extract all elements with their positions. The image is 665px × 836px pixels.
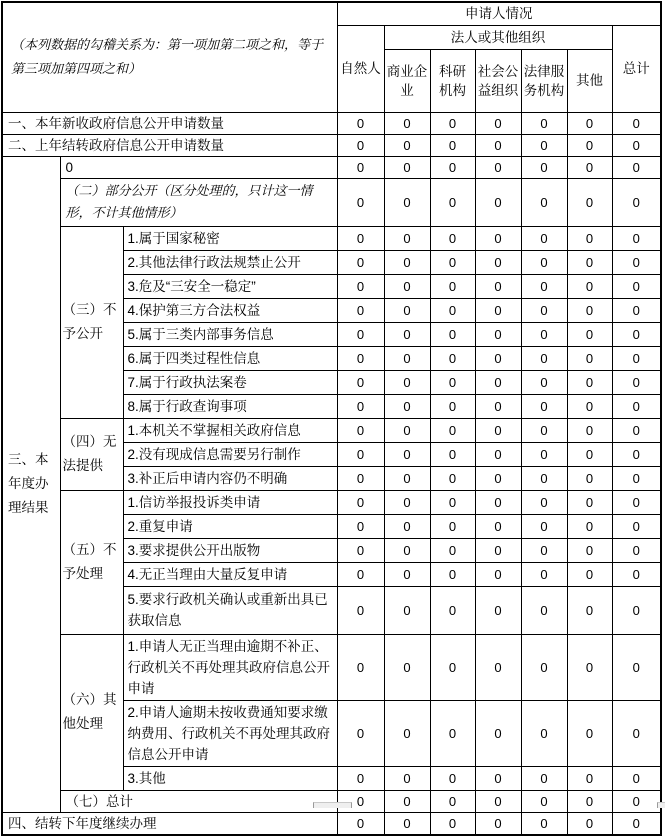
row-label: 5.属于三类内部事务信息 [123, 322, 337, 346]
value-cell: 0 [567, 370, 612, 394]
value-cell: 0 [567, 112, 612, 134]
value-cell: 0 [612, 134, 661, 156]
value-cell: 0 [384, 250, 430, 274]
value-cell: 0 [612, 790, 661, 812]
value-cell: 0 [612, 766, 661, 790]
value-cell: 0 [612, 346, 661, 370]
value-cell: 0 [521, 322, 567, 346]
value-cell: 0 [337, 250, 384, 274]
value-cell: 0 [567, 298, 612, 322]
value-cell: 0 [430, 226, 475, 250]
table-row [2, 134, 661, 156]
value-cell: 0 [567, 322, 612, 346]
value-cell: 0 [430, 442, 475, 466]
value-cell: 0 [384, 766, 430, 790]
value-cell: 0 [430, 766, 475, 790]
value-cell: 0 [475, 250, 521, 274]
value-cell: 0 [430, 134, 475, 156]
value-cell: 0 [337, 134, 384, 156]
value-cell: 0 [612, 156, 661, 178]
value-cell: 0 [337, 634, 384, 700]
value-cell: 0 [612, 394, 661, 418]
value-cell: 0 [475, 442, 521, 466]
value-cell: 0 [521, 250, 567, 274]
row-label: 3.其他 [123, 766, 337, 790]
row-label: 1.申请人无正当理由逾期不补正、行政机关不再处理其政府信息公开申请 [123, 634, 337, 700]
value-cell: 0 [384, 322, 430, 346]
value-cell: 0 [567, 250, 612, 274]
row-label: 4.保护第三方合法权益 [123, 298, 337, 322]
row-label: 2.其他法律行政法规禁止公开 [123, 250, 337, 274]
group-label-unable-provide: （四）无法提供 [60, 418, 123, 490]
value-cell: 0 [384, 274, 430, 298]
value-cell: 0 [567, 442, 612, 466]
value-cell: 0 [521, 346, 567, 370]
value-cell: 0 [475, 466, 521, 490]
value-cell: 0 [521, 586, 567, 634]
value-cell: 0 [337, 586, 384, 634]
row-label: 2.重复申请 [123, 514, 337, 538]
value-cell: 0 [430, 586, 475, 634]
value-cell: 0 [430, 562, 475, 586]
value-cell: 0 [612, 490, 661, 514]
value-cell: 0 [337, 766, 384, 790]
value-cell: 0 [475, 298, 521, 322]
value-cell: 0 [521, 134, 567, 156]
value-cell: 0 [430, 700, 475, 766]
header-legal-org: 法人或其他组织 [384, 25, 612, 49]
value-cell: 0 [384, 586, 430, 634]
value-cell: 0 [475, 178, 521, 226]
value-cell: 0 [384, 812, 430, 835]
value-cell: 0 [475, 812, 521, 835]
value-cell: 0 [384, 298, 430, 322]
value-cell: 0 [384, 346, 430, 370]
value-cell: 0 [521, 274, 567, 298]
table-row [2, 226, 661, 250]
row-label: 5.要求行政机关确认或重新出具已获取信息 [123, 586, 337, 634]
value-cell: 0 [430, 322, 475, 346]
row-label: 1.属于国家秘密 [123, 226, 337, 250]
value-cell: 0 [521, 442, 567, 466]
row-label: 8.属于行政查询事项 [123, 394, 337, 418]
value-cell: 0 [384, 490, 430, 514]
value-cell: 0 [337, 156, 384, 178]
value-cell: 0 [430, 634, 475, 700]
row-label-subtotal: （七）总计 [60, 790, 337, 812]
value-cell: 0 [337, 700, 384, 766]
value-cell: 0 [430, 418, 475, 442]
value-cell: 0 [337, 178, 384, 226]
value-cell: 0 [567, 538, 612, 562]
table-row [2, 812, 661, 835]
value-cell: 0 [521, 178, 567, 226]
value-cell: 0 [384, 634, 430, 700]
header-org-col-business: 商业企业 [384, 49, 430, 112]
row-label: 1.信访举报投诉类申请 [123, 490, 337, 514]
value-cell: 0 [430, 812, 475, 835]
value-cell: 0 [521, 562, 567, 586]
value-cell: 0 [337, 394, 384, 418]
table-row [2, 156, 661, 178]
value-cell: 0 [612, 514, 661, 538]
value-cell: 0 [337, 538, 384, 562]
value-cell: 0 [430, 274, 475, 298]
value-cell: 0 [384, 112, 430, 134]
value-cell: 0 [612, 634, 661, 700]
row-label-carried-over: 二、上年结转政府信息公开申请数量 [2, 134, 337, 156]
value-cell: 0 [384, 442, 430, 466]
value-cell: 0 [337, 298, 384, 322]
row-label-carry-to-next-year: 四、结转下年度继续办理 [2, 812, 337, 835]
value-cell: 0 [337, 790, 384, 812]
value-cell: 0 [567, 700, 612, 766]
value-cell: 0 [384, 466, 430, 490]
table-row [2, 418, 661, 442]
value-cell: 0 [337, 466, 384, 490]
header-applicant-status: 申请人情况 [337, 2, 661, 25]
header-org-col-welfare: 社会公益组织 [475, 49, 521, 112]
table-note: （本列数据的勾稽关系为：第一项加第二项之和，等于第三项加第四项之和） [2, 2, 337, 112]
group-label-other-handle: （六）其他处理 [60, 634, 123, 790]
value-cell: 0 [475, 370, 521, 394]
table-row [2, 178, 661, 226]
value-cell: 0 [384, 156, 430, 178]
value-cell: 0 [521, 156, 567, 178]
value-cell: 0 [612, 586, 661, 634]
value-cell: 0 [475, 394, 521, 418]
row-label: 7.属于行政执法案卷 [123, 370, 337, 394]
row-label: 6.属于四类过程性信息 [123, 346, 337, 370]
value-cell: 0 [384, 226, 430, 250]
header-org-col-other: 其他 [567, 49, 612, 112]
value-cell: 0 [567, 812, 612, 835]
value-cell: 0 [612, 178, 661, 226]
value-cell: 0 [475, 562, 521, 586]
value-cell: 0 [337, 322, 384, 346]
value-cell: 0 [612, 274, 661, 298]
value-cell: 0 [521, 226, 567, 250]
value-cell: 0 [567, 466, 612, 490]
value-cell: 0 [337, 370, 384, 394]
value-cell: 0 [384, 370, 430, 394]
value-cell: 0 [475, 766, 521, 790]
value-cell: 0 [567, 156, 612, 178]
value-cell: 0 [567, 418, 612, 442]
value-cell: 0 [612, 562, 661, 586]
value-cell: 0 [567, 634, 612, 700]
header-natural-person: 自然人 [337, 25, 384, 112]
value-cell: 0 [612, 466, 661, 490]
value-cell: 0 [430, 514, 475, 538]
row-label: 0 [60, 156, 337, 178]
value-cell: 0 [475, 346, 521, 370]
value-cell: 0 [612, 812, 661, 835]
value-cell: 0 [337, 226, 384, 250]
value-cell: 0 [475, 514, 521, 538]
value-cell: 0 [430, 466, 475, 490]
value-cell: 0 [521, 538, 567, 562]
value-cell: 0 [337, 562, 384, 586]
value-cell: 0 [337, 112, 384, 134]
value-cell: 0 [521, 700, 567, 766]
header-org-col-legal-service: 法律服务机构 [521, 49, 567, 112]
value-cell: 0 [612, 370, 661, 394]
value-cell: 0 [521, 466, 567, 490]
table-row [2, 790, 661, 812]
value-cell: 0 [475, 322, 521, 346]
value-cell: 0 [337, 442, 384, 466]
row-label: 2.没有现成信息需要另行制作 [123, 442, 337, 466]
report-page [0, 1, 664, 831]
row-label: 3.危及“三安全一稳定” [123, 274, 337, 298]
value-cell: 0 [475, 538, 521, 562]
horizontal-scrollbar-corner [657, 802, 665, 808]
value-cell: 0 [521, 298, 567, 322]
value-cell: 0 [521, 370, 567, 394]
value-cell: 0 [521, 418, 567, 442]
value-cell: 0 [475, 700, 521, 766]
row-label: 3.要求提供公开出版物 [123, 538, 337, 562]
row-label: 2.申请人逾期未按收费通知要求缴纳费用、行政机关不再处理其政府信息公开申请 [123, 700, 337, 766]
value-cell: 0 [567, 790, 612, 812]
value-cell: 0 [337, 418, 384, 442]
section-label-annual-results: 三、本年度办理结果 [2, 156, 60, 812]
value-cell: 0 [567, 490, 612, 514]
value-cell: 0 [337, 346, 384, 370]
value-cell: 0 [612, 700, 661, 766]
value-cell: 0 [612, 442, 661, 466]
horizontal-scrollbar-thumb[interactable] [313, 802, 352, 808]
value-cell: 0 [430, 370, 475, 394]
row-label: 4.无正当理由大量反复申请 [123, 562, 337, 586]
value-cell: 0 [612, 112, 661, 134]
value-cell: 0 [430, 298, 475, 322]
value-cell: 0 [521, 790, 567, 812]
value-cell: 0 [384, 700, 430, 766]
value-cell: 0 [475, 790, 521, 812]
value-cell: 0 [567, 562, 612, 586]
value-cell: 0 [475, 634, 521, 700]
group-label-no-disclosure: （三）不予公开 [60, 226, 123, 418]
value-cell: 0 [475, 112, 521, 134]
table-row [2, 490, 661, 514]
value-cell: 0 [567, 178, 612, 226]
value-cell: 0 [430, 112, 475, 134]
value-cell: 0 [430, 250, 475, 274]
value-cell: 0 [475, 156, 521, 178]
value-cell: 0 [337, 274, 384, 298]
value-cell: 0 [430, 490, 475, 514]
value-cell: 0 [430, 178, 475, 226]
value-cell: 0 [521, 112, 567, 134]
header-total: 总计 [612, 25, 661, 112]
value-cell: 0 [384, 134, 430, 156]
value-cell: 0 [384, 538, 430, 562]
value-cell: 0 [475, 226, 521, 250]
value-cell: 0 [567, 346, 612, 370]
row-label: 3.补正后申请内容仍不明确 [123, 466, 337, 490]
value-cell: 0 [567, 394, 612, 418]
value-cell: 0 [567, 586, 612, 634]
value-cell: 0 [475, 274, 521, 298]
value-cell: 0 [475, 490, 521, 514]
value-cell: 0 [475, 586, 521, 634]
value-cell: 0 [567, 226, 612, 250]
value-cell: 0 [337, 514, 384, 538]
value-cell: 0 [430, 346, 475, 370]
value-cell: 0 [384, 514, 430, 538]
row-label-new-requests: 一、本年新收政府信息公开申请数量 [2, 112, 337, 134]
value-cell: 0 [430, 394, 475, 418]
header-row-1 [2, 2, 661, 25]
value-cell: 0 [384, 790, 430, 812]
value-cell: 0 [521, 394, 567, 418]
value-cell: 0 [612, 250, 661, 274]
value-cell: 0 [612, 322, 661, 346]
table-row [2, 112, 661, 134]
value-cell: 0 [567, 274, 612, 298]
value-cell: 0 [521, 812, 567, 835]
value-cell: 0 [567, 766, 612, 790]
value-cell: 0 [612, 538, 661, 562]
value-cell: 0 [430, 156, 475, 178]
value-cell: 0 [384, 394, 430, 418]
value-cell: 0 [521, 490, 567, 514]
value-cell: 0 [612, 418, 661, 442]
disclosure-statistics-table [1, 1, 662, 836]
value-cell: 0 [384, 178, 430, 226]
value-cell: 0 [612, 226, 661, 250]
value-cell: 0 [521, 766, 567, 790]
value-cell: 0 [475, 418, 521, 442]
header-org-col-research: 科研机构 [430, 49, 475, 112]
row-label: 1.本机关不掌握相关政府信息 [123, 418, 337, 442]
value-cell: 0 [567, 134, 612, 156]
table-row [2, 634, 661, 700]
value-cell: 0 [612, 298, 661, 322]
value-cell: 0 [521, 634, 567, 700]
value-cell: 0 [521, 514, 567, 538]
value-cell: 0 [567, 514, 612, 538]
value-cell: 0 [430, 790, 475, 812]
value-cell: 0 [337, 812, 384, 835]
value-cell: 0 [475, 134, 521, 156]
group-label-no-handle: （五）不予处理 [60, 490, 123, 634]
value-cell: 0 [384, 418, 430, 442]
value-cell: 0 [430, 538, 475, 562]
row-label-partial-disclosure: （二）部分公开（区分处理的，只计这一情形，不计其他情形） [60, 178, 337, 226]
value-cell: 0 [337, 490, 384, 514]
value-cell: 0 [384, 562, 430, 586]
